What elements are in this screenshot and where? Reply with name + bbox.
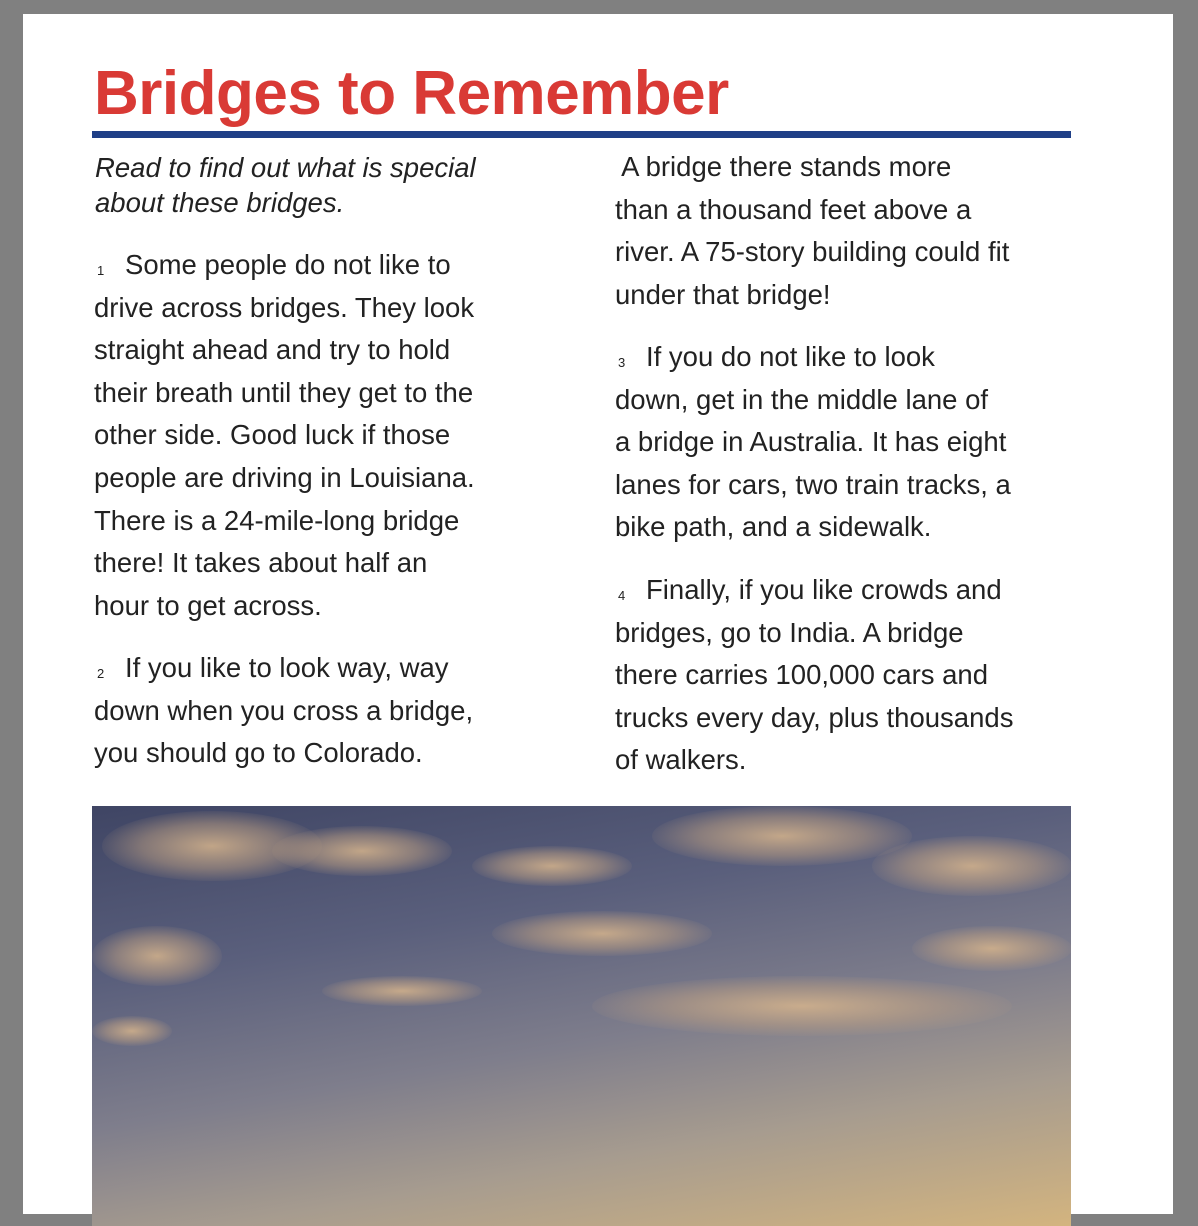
line-text: Some people do not like to (125, 249, 451, 280)
paragraph-3 (615, 336, 1011, 549)
paragraph-2-continued (615, 146, 1009, 316)
text-line (615, 569, 1013, 612)
line-text: under that bridge! (615, 278, 831, 310)
line-text: a bridge in Australia. It has eight (615, 426, 1007, 458)
text-line (94, 244, 475, 287)
text-line (94, 372, 475, 415)
page-title: Bridges to Remember (94, 59, 729, 128)
text-line (94, 647, 473, 690)
line-text: If you do not like to look (646, 341, 935, 372)
paragraph-number: 3 (618, 355, 626, 370)
line-text: down, get in the middle lane of (615, 383, 989, 415)
text-line (94, 287, 475, 330)
text-line (615, 274, 1009, 317)
line-text: you should go to Colorado. (94, 737, 423, 769)
text-line (615, 189, 1009, 232)
text-line (94, 457, 475, 500)
line-text: drive across bridges. They look (94, 291, 475, 323)
text-line (615, 506, 1011, 549)
line-text: Finally, if you like crowds and (646, 574, 1002, 605)
text-line (615, 654, 1013, 697)
line-text: If you like to look way, way (125, 652, 449, 683)
text-line: about these bridges. (95, 187, 345, 218)
paragraph-number: 4 (618, 588, 626, 603)
text-line (615, 379, 1011, 422)
paragraph-2 (94, 647, 473, 775)
line-text: lanes for cars, two train tracks, a (615, 468, 1011, 500)
text-line (94, 500, 475, 543)
bridge-sunset-photo (92, 806, 1071, 1226)
line-text: river. A 75-story building could fit (615, 236, 1010, 268)
line-text: straight ahead and try to hold (94, 334, 451, 366)
paragraph-number: 1 (97, 263, 105, 278)
text-line (615, 421, 1011, 464)
line-text: there! It takes about half an (94, 547, 428, 579)
text-line (615, 336, 1011, 379)
paragraph-1 (94, 244, 475, 627)
line-text: other side. Good luck if those (94, 419, 451, 451)
text-line (615, 739, 1013, 782)
text-line (94, 542, 475, 585)
line-text: bridges, go to India. A bridge (615, 616, 964, 648)
intro-text (95, 150, 476, 220)
title-underline (92, 131, 1071, 138)
text-line (615, 231, 1009, 274)
line-text: A bridge there stands more (615, 151, 952, 182)
text-line (94, 690, 473, 733)
text-line (615, 697, 1013, 740)
line-text: There is a 24-mile-long bridge (94, 504, 460, 536)
document-page (23, 14, 1173, 1214)
line-text: trucks every day, plus thousands (615, 701, 1014, 733)
text-line (615, 612, 1013, 655)
text-line (94, 414, 475, 457)
paragraph-number: 2 (97, 666, 105, 681)
line-text: their breath until they get to the (94, 376, 474, 408)
text-line (615, 464, 1011, 507)
text-line (615, 146, 1009, 189)
line-text: hour to get across. (94, 589, 322, 621)
text-line (94, 329, 475, 372)
line-text: bike path, and a sidewalk. (615, 511, 932, 543)
line-text: of walkers. (615, 744, 747, 776)
line-text: than a thousand feet above a (615, 193, 972, 225)
paragraph-4 (615, 569, 1013, 782)
line-text: there carries 100,000 cars and (615, 659, 988, 691)
line-text: down when you cross a bridge, (94, 694, 474, 726)
line-text: people are driving in Louisiana. (94, 461, 475, 493)
text-line (94, 585, 475, 628)
text-line (94, 732, 473, 775)
text-line: Read to find out what is special (95, 152, 476, 183)
